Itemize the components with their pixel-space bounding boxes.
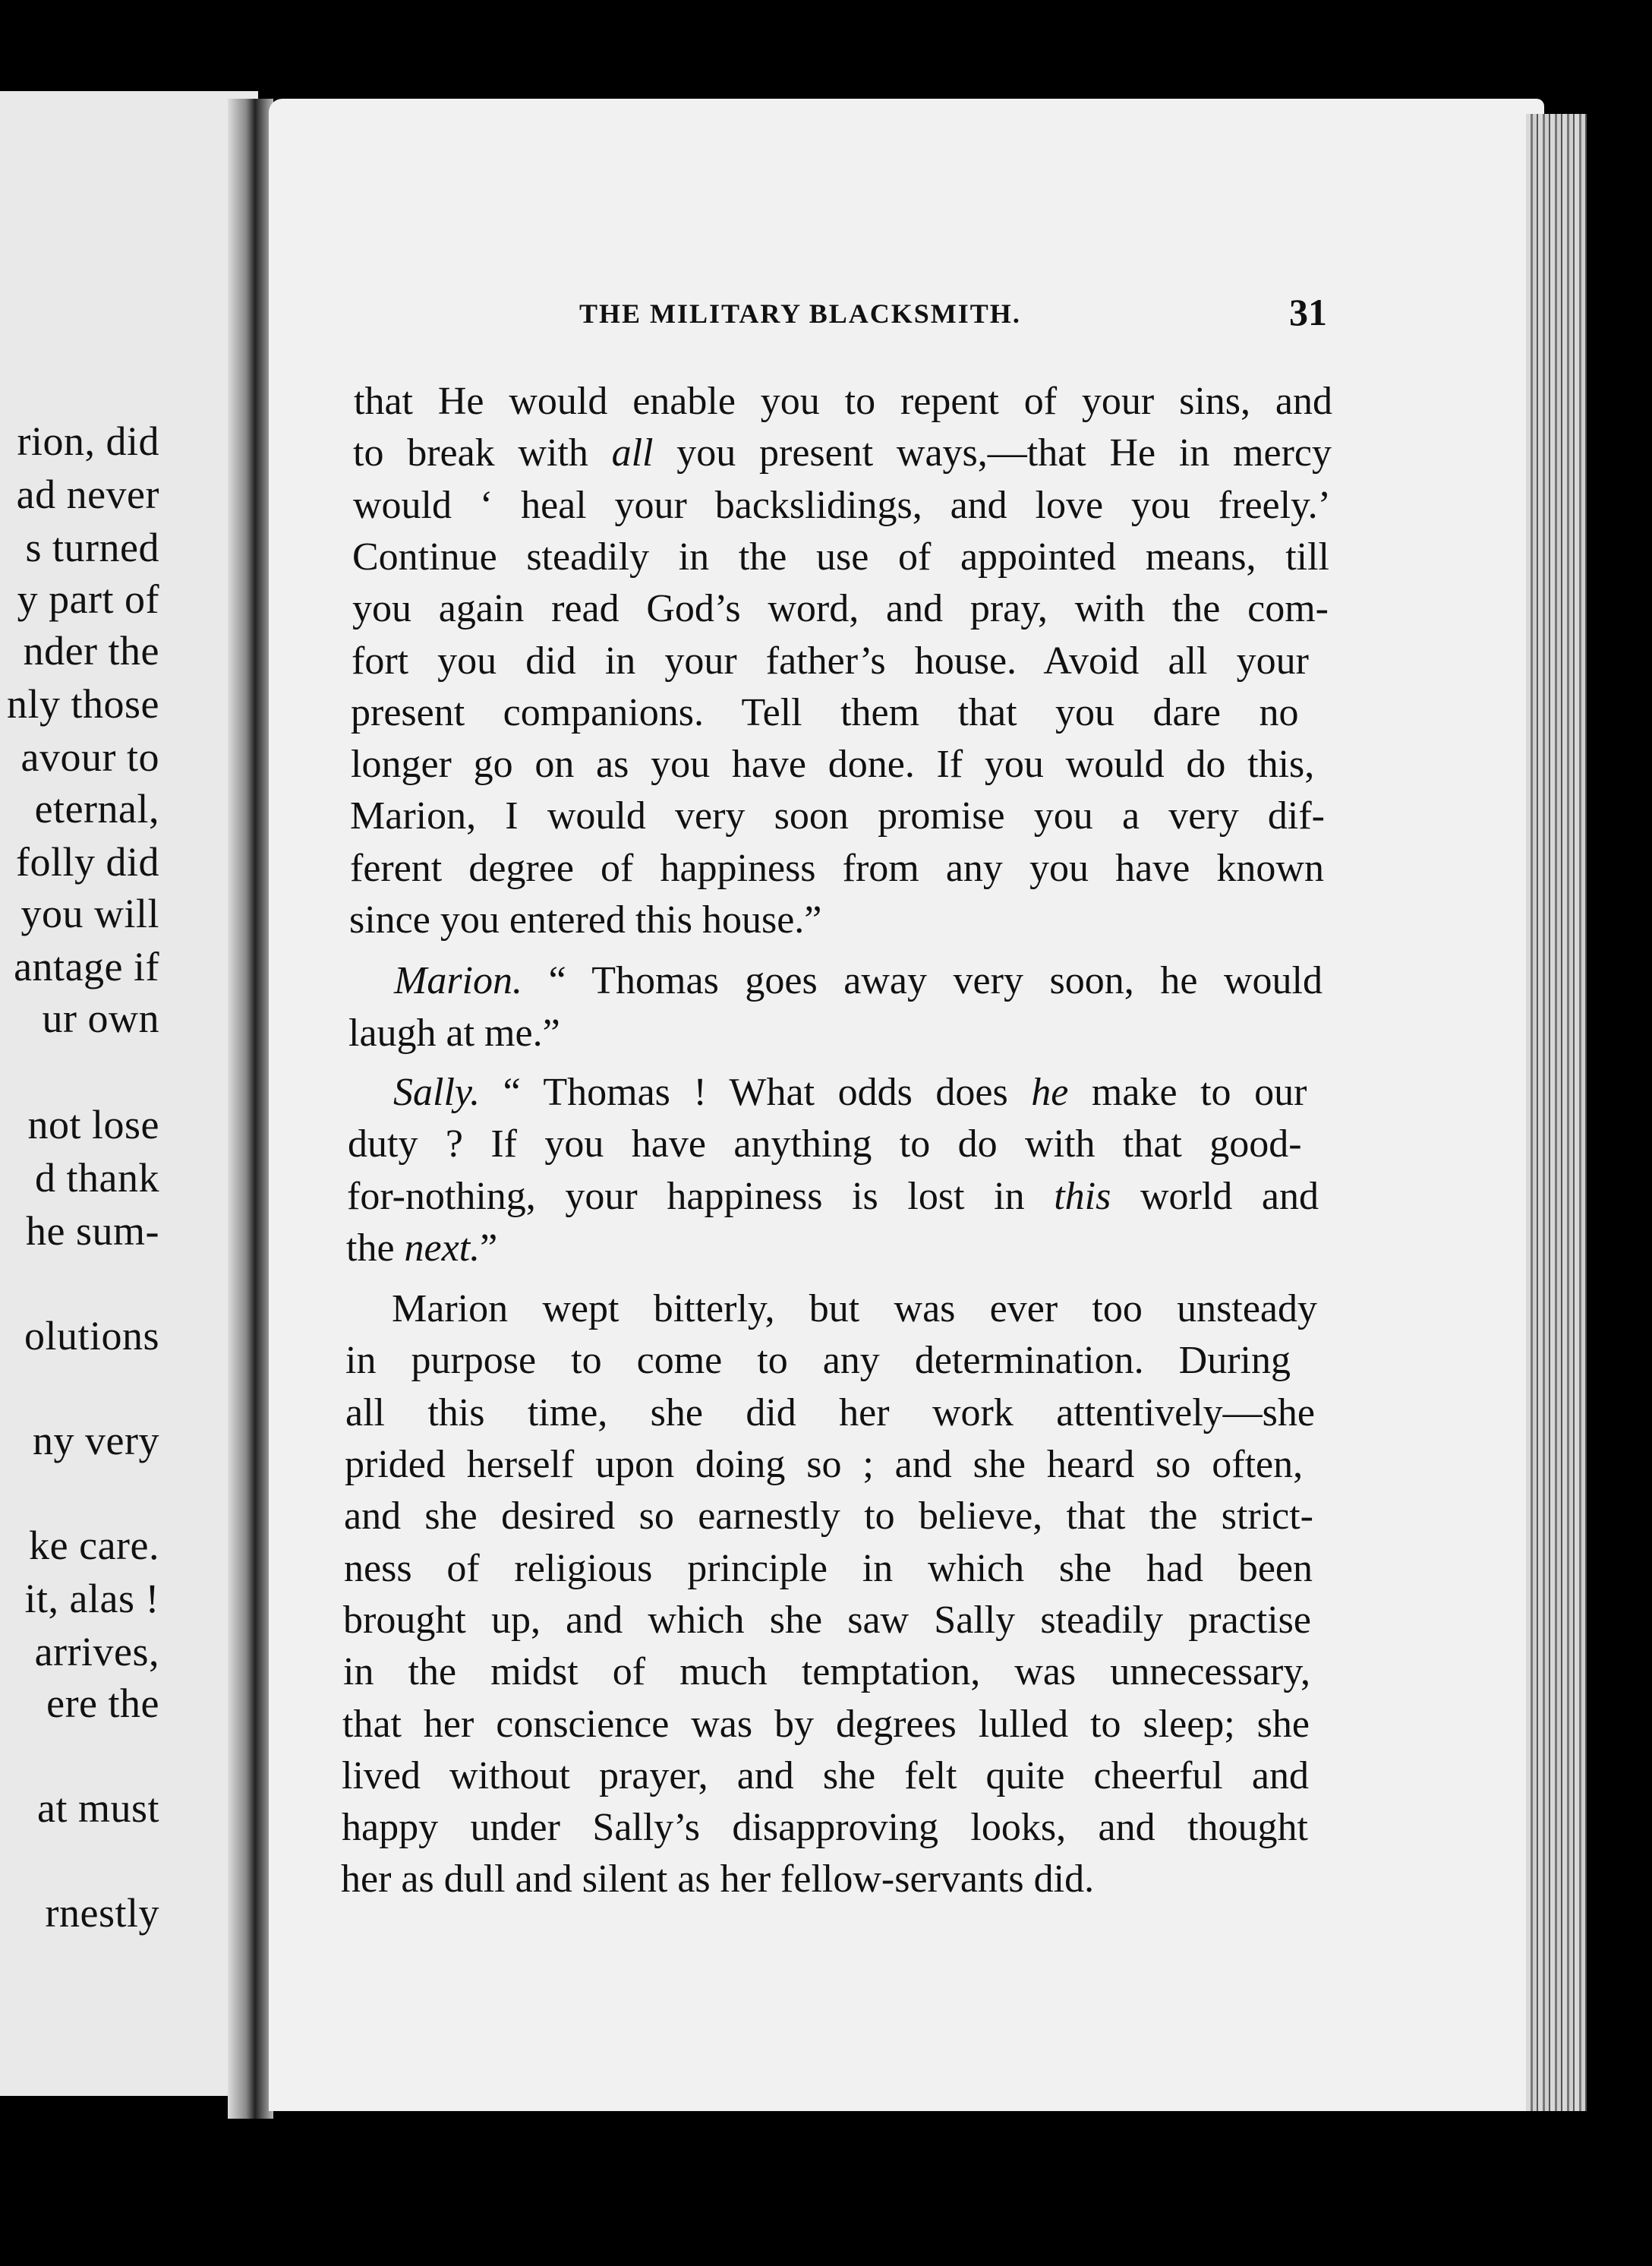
body-line — [346, 1226, 498, 1270]
text-run: happy under Sally’s disapproving looks, and thought — [342, 1806, 1308, 1849]
body-line — [343, 1601, 1311, 1640]
book-gutter — [228, 99, 273, 2119]
previous-page-line: ke care. — [29, 1523, 159, 1568]
text-run: ness of religious principle in which she had been — [344, 1547, 1313, 1590]
previous-page-line: folly did — [16, 839, 159, 885]
previous-page-line: at must — [37, 1785, 159, 1831]
previous-page-line: ny very — [33, 1418, 159, 1463]
body-line — [343, 1652, 1310, 1692]
body-line — [352, 639, 1309, 683]
body-line — [347, 1177, 1319, 1217]
previous-page-line: antage if — [14, 944, 159, 989]
text-run: laugh at me.” — [348, 1011, 560, 1055]
body-line — [342, 1756, 1309, 1796]
body-line — [353, 431, 1332, 475]
text-run: that He would enable you to repent of your sins, and — [354, 380, 1332, 423]
previous-page-line: arrives, — [34, 1629, 159, 1674]
text-run: prided herself upon doing so ; and she heard so often, — [345, 1443, 1304, 1486]
body-line — [352, 589, 1329, 629]
text-run: Marion, I would very soon promise you a very dif- — [350, 794, 1325, 838]
text-run: since you entered this house.” — [349, 898, 822, 942]
italic-text: next. — [404, 1226, 481, 1270]
text-run: fort you did in your father’s house. Avoid all your — [352, 639, 1309, 683]
body-line — [349, 898, 822, 942]
body-line — [392, 1289, 1317, 1329]
body-line — [342, 1705, 1310, 1744]
text-run: longer go on as you have done. If you would do this, — [351, 743, 1315, 786]
body-line — [348, 1011, 560, 1055]
running-header: THE MILITARY BLACKSMITH. — [579, 298, 1021, 329]
previous-page-line: avour to — [20, 734, 159, 780]
previous-page-line: d thank — [35, 1155, 159, 1201]
previous-page-line: ur own — [42, 996, 159, 1041]
text-run: present companions. Tell them that you dare no — [351, 691, 1299, 734]
body-line — [351, 745, 1314, 784]
previous-page-line: s turned — [25, 525, 159, 570]
previous-page-line: ad never — [16, 472, 159, 517]
previous-page-line: not lose — [27, 1102, 159, 1147]
text-run: Continue steadily in the use of appointed means, till — [352, 535, 1329, 579]
text-run: you again read God’s word, and pray, with the com- — [352, 587, 1329, 630]
italic-text: this — [1054, 1175, 1111, 1218]
previous-page-line: rion, did — [17, 418, 159, 464]
body-line — [394, 961, 1323, 1001]
previous-page-line: olutions — [24, 1313, 159, 1359]
body-line — [351, 693, 1299, 733]
previous-page-line: you will — [20, 891, 159, 936]
text-run: the — [346, 1226, 405, 1270]
text-run: ferent degree of happiness from any you have known — [350, 847, 1324, 890]
previous-page-line: rnestly — [45, 1890, 159, 1936]
text-run: lived without prayer, and she felt quite cheerful and — [342, 1754, 1309, 1797]
body-line — [344, 1494, 1313, 1538]
body-line — [345, 1341, 1291, 1381]
text-run: brought up, and which she saw Sally steadily practise — [343, 1599, 1311, 1642]
italic-text: he — [1031, 1071, 1069, 1114]
text-run: for-nothing, your happiness is lost in — [347, 1175, 1055, 1218]
italic-text: Marion. — [394, 959, 522, 1002]
page-edges — [1526, 114, 1587, 2111]
previous-page — [0, 91, 258, 2096]
body-line — [354, 382, 1332, 421]
previous-page-line: eternal, — [34, 786, 159, 832]
text-run: ” — [480, 1226, 498, 1270]
previous-page-line: nder the — [23, 628, 159, 674]
page-number: 31 — [1289, 291, 1327, 333]
previous-page-line: he sum- — [26, 1208, 159, 1254]
italic-text: Sally. — [393, 1071, 481, 1114]
text-run: would ‘ heal your backslidings, and love you freely.’ — [353, 484, 1331, 527]
body-line — [348, 1122, 1302, 1166]
body-line — [342, 1808, 1308, 1848]
previous-page-line: ere the — [46, 1681, 159, 1726]
text-run: in purpose to come to any determination. During — [345, 1339, 1291, 1382]
text-run: in the midst of much temptation, was unnecessary, — [343, 1650, 1310, 1693]
body-line — [393, 1073, 1307, 1112]
body-line — [345, 1445, 1303, 1485]
text-run: to break with — [353, 431, 612, 475]
body-line — [344, 1549, 1313, 1589]
text-run: you present ways,—that He in mercy — [653, 431, 1332, 475]
text-run: “ Thomas goes away very soon, he would — [522, 959, 1323, 1002]
body-line — [350, 794, 1325, 838]
body-line — [352, 535, 1329, 579]
text-run: that her conscience was by degrees lulled to sleep; she — [342, 1703, 1310, 1746]
previous-page-line: y part of — [17, 576, 159, 622]
body-line — [353, 486, 1331, 525]
previous-page-line: nly those — [7, 681, 159, 727]
text-run: duty ? If you have anything to do with that good- — [348, 1122, 1302, 1166]
body-line — [350, 849, 1324, 888]
text-run: Marion wept bitterly, but was ever too unsteady — [392, 1287, 1317, 1330]
italic-text: all — [611, 431, 654, 475]
text-run: her as dull and silent as her fellow-servants did. — [341, 1857, 1095, 1901]
text-run: and she desired so earnestly to believe, that the strict- — [344, 1494, 1313, 1538]
previous-page-line: it, alas ! — [24, 1576, 159, 1621]
text-run: world and — [1111, 1175, 1319, 1218]
text-run: “ Thomas ! What odds does — [480, 1071, 1032, 1114]
body-line — [345, 1393, 1315, 1433]
body-line — [341, 1857, 1095, 1901]
text-run: make to our — [1068, 1071, 1307, 1114]
text-run: all this time, she did her work attentively—she — [345, 1391, 1315, 1434]
